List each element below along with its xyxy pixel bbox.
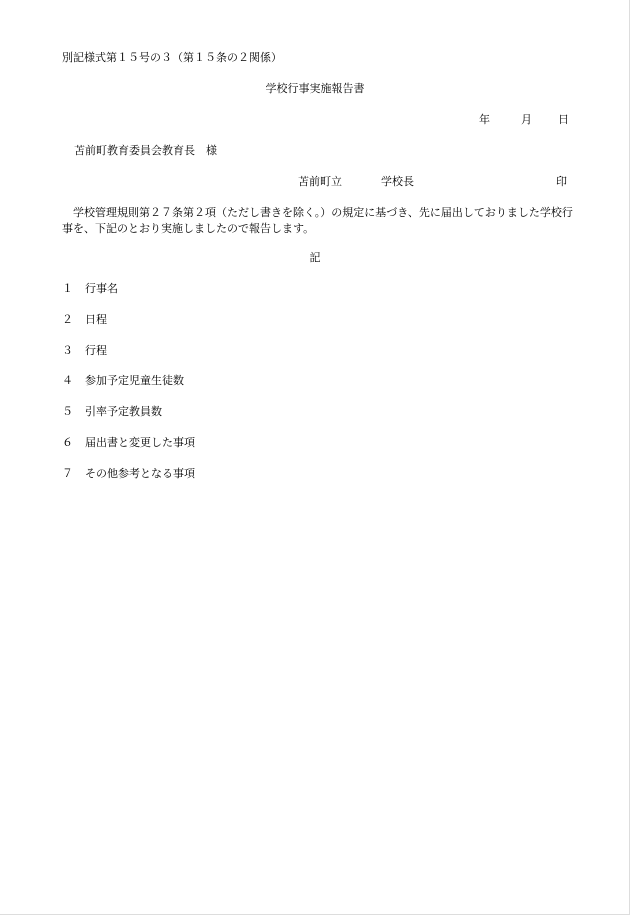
item-label: 行事名 [85,282,118,295]
item-label: 届出書と変更した事項 [85,435,195,449]
list-item [62,344,195,358]
body-paragraph [62,205,574,237]
date-year-label: 年 [479,113,490,126]
list-item [62,467,195,481]
item-number: ２ [62,312,73,326]
seal-mark: 印 [556,175,567,188]
item-number: ４ [62,374,73,388]
document-title: 学校行事実施報告書 [265,82,365,95]
list-item [62,436,195,450]
item-label: 日程 [85,312,107,326]
item-list [62,282,195,498]
addressee: 苫前町教育委員会教育長 様 [74,144,217,157]
body-text: 学校管理規則第２７条第２項（ただし書きを除く。）の規定に基づき、先に届出しておりました学校行事を、下記のとおり実施しましたので報告します。 [62,206,573,235]
ki-heading: 記 [309,251,321,264]
list-item [62,374,195,388]
list-item [62,282,195,296]
list-item [62,313,195,327]
date-line [479,113,569,127]
form-identifier: 別記様式第１５号の３（第１５条の２関係） [62,51,282,64]
date-day-label: 日 [558,113,569,126]
date-month-label: 月 [521,113,532,126]
item-label: その他参考となる事項 [85,466,195,480]
item-number: １ [62,282,73,295]
list-item [62,405,195,419]
item-label: 参加予定児童生徒数 [85,374,184,388]
sender-position: 学校長 [381,175,414,188]
sender-town: 苫前町立 [298,175,342,188]
item-label: 引率予定教員数 [85,405,162,419]
item-number: ３ [62,343,73,357]
item-number: ５ [62,405,73,419]
item-label: 行程 [85,343,107,357]
sender-line [298,175,570,189]
item-number: ６ [62,435,73,449]
item-number: ７ [62,466,73,480]
